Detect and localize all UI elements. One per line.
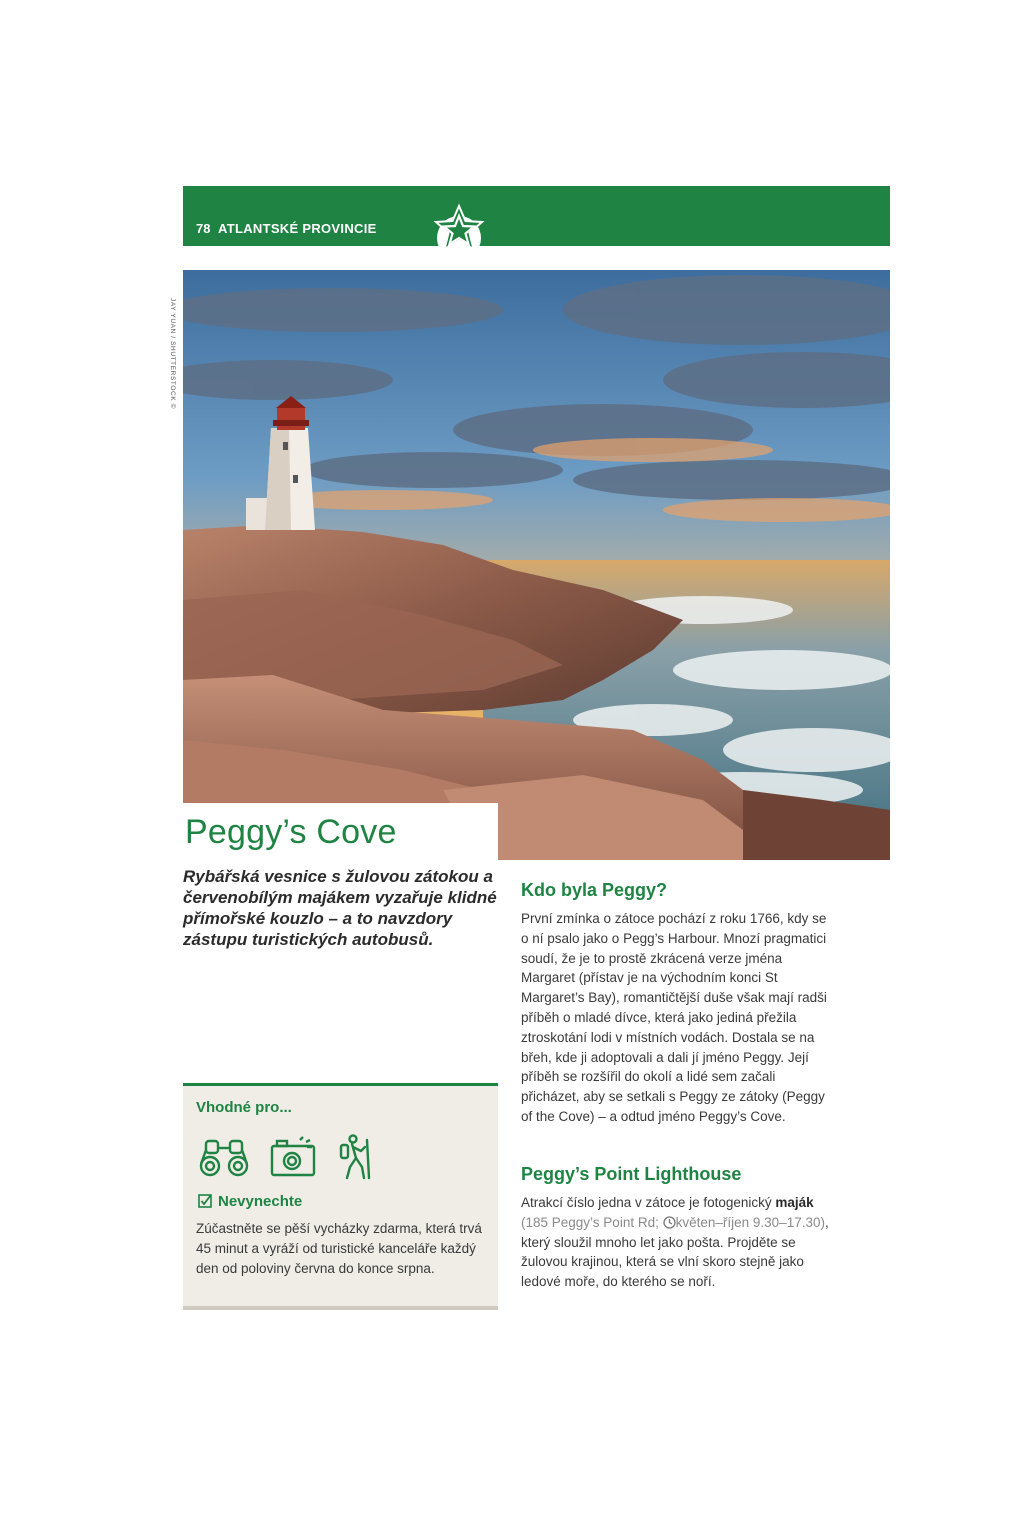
best-for-box bbox=[183, 1083, 498, 1310]
lighthouse-keyword: maják bbox=[775, 1195, 814, 1210]
title-box bbox=[183, 803, 498, 861]
section-lighthouse bbox=[521, 1164, 833, 1292]
best-for-heading: Vhodné pro... bbox=[196, 1099, 292, 1116]
page-title: Peggy’s Cove bbox=[185, 813, 397, 851]
lead-paragraph: Rybářská vesnice s žulovou zátokou a červenobílým majákem vyzařuje klidné přímořské kouzlo – a to navzdory zástupu turistických autobusů. bbox=[183, 867, 497, 949]
section-heading: Peggy’s Point Lighthouse bbox=[521, 1164, 742, 1184]
section-header-bar bbox=[183, 186, 890, 246]
opening-hours: květen–říjen 9.30–17.30) bbox=[675, 1214, 825, 1230]
hiker-icon bbox=[336, 1134, 376, 1180]
section-text: První zmínka o zátoce pochází z roku 1766, kdy se o ní psalo jako o Pegg’s Harbour. Mnozí pragmatici soudí, že je to prostě zkrácená verze jména Margaret (přístav je na východním konci St Margaret’s Bay), romantičtější duše však mají radši příběh o mladé dívce, která jako jediná přežila ztroskotání lodi v místních vodách. Dostala se na břeh, kde ji adoptovali a dali jí jméno Peggy. Její příběh se rozšířil do okolí a lidé sem začali přicházet, aby se setkali s Peggy ze zátoky (Peggy of the Cove) – a odtud jméno Peggy’s Cove. bbox=[521, 911, 827, 1124]
lighthouse-sunset-illustration bbox=[183, 270, 890, 860]
section-heading: Kdo byla Peggy? bbox=[521, 880, 668, 900]
section-title: ATLANTSKÉ PROVINCIE bbox=[218, 221, 377, 236]
section-kdo-byla-peggy bbox=[521, 880, 833, 1127]
hero-photo bbox=[183, 270, 890, 860]
section-text: Atrakcí číslo jedna v zátoce je fotogenický maják (185 Peggy’s Point Rd; květen–říjen 9.30–17.30), který sloužil mnoho let jako pošta. Projděte se žulovou krajinou, která se vlní skoro stejně jako ledové moře, do kterého se noří. bbox=[521, 1195, 829, 1290]
clock-icon bbox=[663, 1216, 676, 1229]
must-see-heading: Nevynechte bbox=[218, 1193, 303, 1210]
star-icon bbox=[430, 202, 488, 252]
binoculars-icon bbox=[198, 1138, 250, 1178]
address-info: (185 Peggy’s Point Rd; bbox=[521, 1214, 659, 1230]
photo-credit: JAY YUAN / SHUTTERSTOCK © bbox=[169, 298, 176, 410]
checkbox-icon bbox=[198, 1194, 212, 1208]
must-see-text: Zúčastněte se pěší vycházky zdarma, která trvá 45 minut a vyráží od turistické kanceláře každý den od poloviny června do konce srpna. bbox=[196, 1221, 482, 1276]
camera-icon bbox=[270, 1136, 316, 1178]
page-number: 78 bbox=[196, 221, 211, 236]
